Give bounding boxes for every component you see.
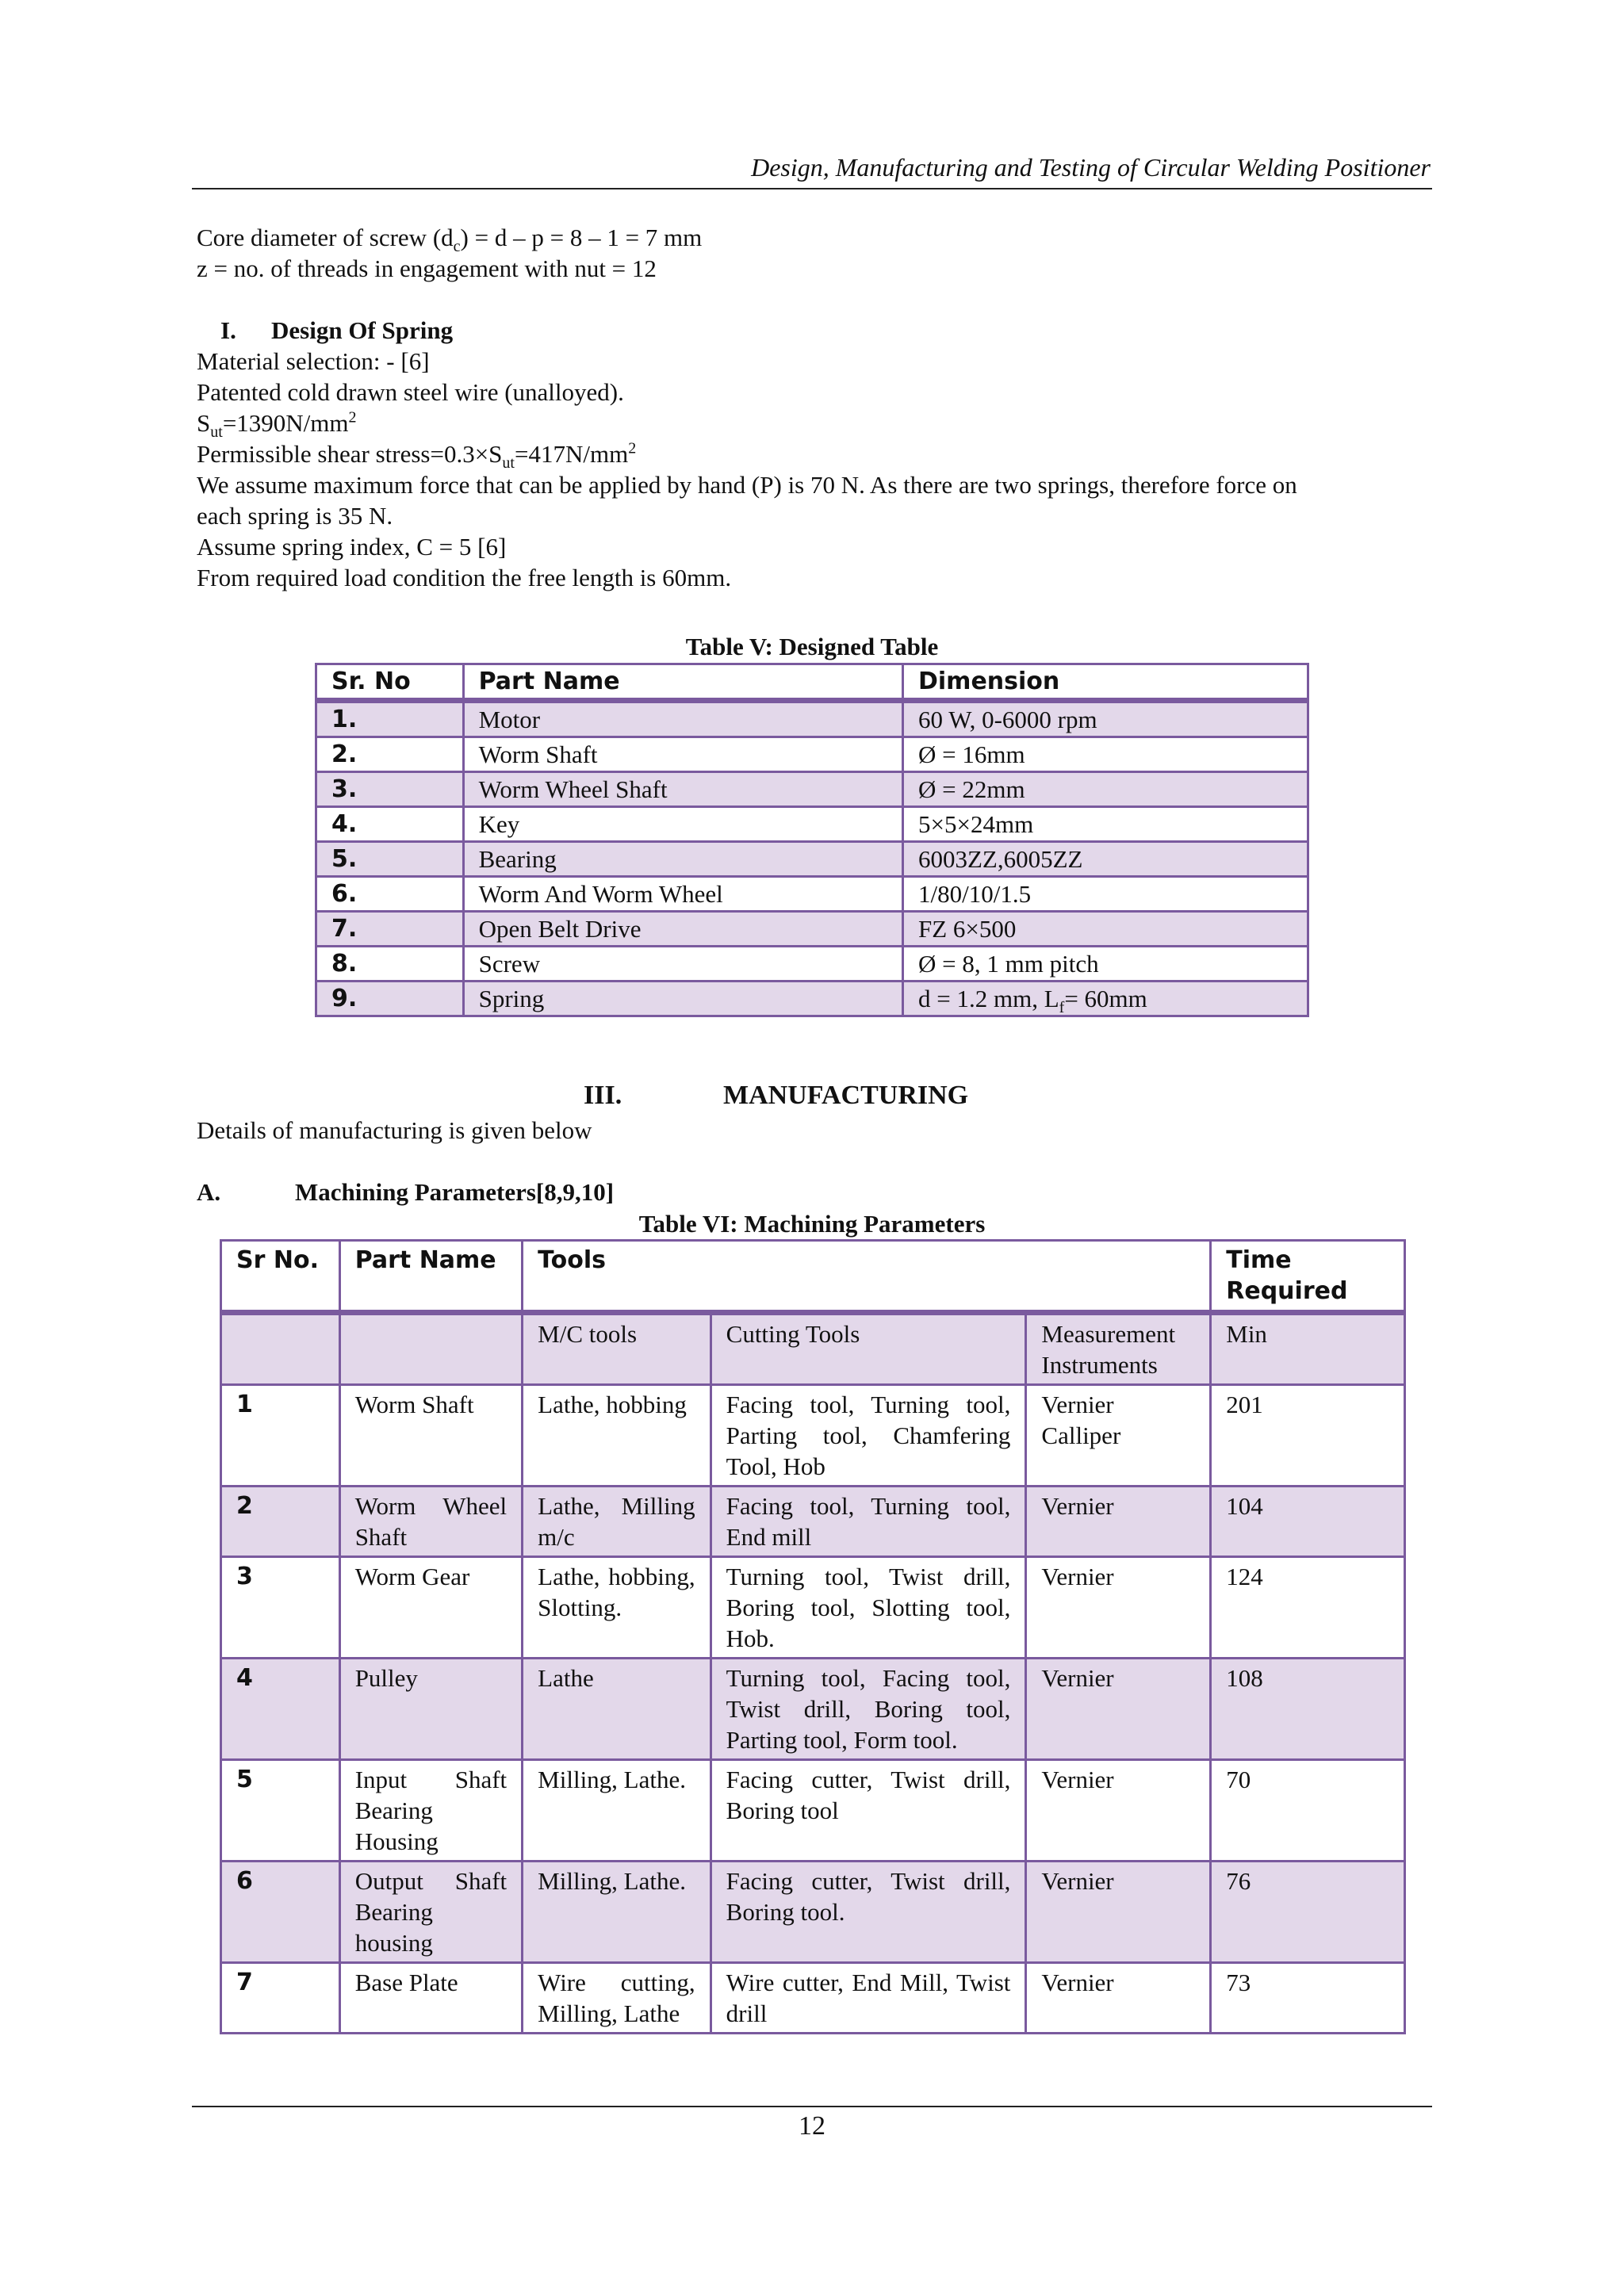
table6-header-cell: Tools bbox=[523, 1241, 1211, 1313]
table6-cell: Wire cutting, Milling, Lathe bbox=[523, 1963, 710, 2034]
table6-cell: 124 bbox=[1211, 1557, 1405, 1659]
table6-cell: Worm Gear bbox=[339, 1557, 522, 1659]
table5-cell: Worm And Worm Wheel bbox=[463, 877, 902, 912]
table6-row bbox=[221, 1385, 1405, 1487]
table5-row bbox=[316, 877, 1308, 912]
sut-sub: ut bbox=[210, 423, 223, 442]
table6-num-cell: 3 bbox=[221, 1557, 340, 1659]
shear-sub: ut bbox=[502, 454, 515, 473]
table6-cell: Lathe, hobbing, Slotting. bbox=[523, 1557, 710, 1659]
table6-cell: Turning tool, Twist drill, Boring tool, Slotting tool, Hob. bbox=[710, 1557, 1026, 1659]
material-line: Patented cold drawn steel wire (unalloyed). bbox=[197, 378, 624, 406]
table5-cell: Bearing bbox=[463, 842, 902, 877]
shear-text: Permissible shear stress=0.3×S bbox=[197, 440, 503, 468]
table6-cell: Worm Shaft bbox=[339, 1385, 522, 1487]
table6-cell: Vernier bbox=[1026, 1557, 1211, 1659]
section-title: Design Of Spring bbox=[271, 316, 454, 344]
body-text bbox=[197, 222, 1431, 593]
section-number: I. bbox=[220, 316, 236, 344]
table6-header-cell: Part Name bbox=[339, 1241, 522, 1313]
table5-cell: Key bbox=[463, 807, 902, 842]
table5-cell: Worm Shaft bbox=[463, 737, 902, 772]
table5-cell: Ø = 16mm bbox=[903, 737, 1308, 772]
main-section-number: III. bbox=[584, 1081, 622, 1110]
subsection-title: Machining Parameters[8,9,10] bbox=[295, 1178, 615, 1206]
core-diameter-line bbox=[197, 222, 1431, 256]
table6-cell: Vernier bbox=[1026, 1862, 1211, 1963]
section-heading-spring bbox=[197, 315, 1431, 346]
table5-cell: Open Belt Drive bbox=[463, 912, 902, 947]
table6-subheader-cell bbox=[339, 1313, 522, 1385]
subsection-number: A. bbox=[197, 1178, 221, 1206]
core-diameter-sub: c bbox=[453, 238, 461, 256]
table6-cell: Turning tool, Facing tool, Twist drill, Boring tool, Parting tool, Form tool. bbox=[710, 1659, 1026, 1760]
table6-header-cell: Sr No. bbox=[221, 1241, 340, 1313]
table6-num-cell: 1 bbox=[221, 1385, 340, 1487]
table6-cell: Vernier bbox=[1026, 1487, 1211, 1557]
table5-row bbox=[316, 772, 1308, 807]
sut-symbol: S bbox=[197, 409, 211, 437]
table6-row bbox=[221, 1760, 1405, 1862]
table5-num-cell: 9. bbox=[316, 982, 464, 1016]
table5-num-cell: 5. bbox=[316, 842, 464, 877]
core-diameter-value: ) = d – p = 8 – 1 = 7 mm bbox=[460, 224, 703, 251]
table6-cell: 201 bbox=[1211, 1385, 1405, 1487]
table6-cell: Input Shaft Bearing Housing bbox=[339, 1760, 522, 1862]
sut-value: =1390N/mm bbox=[222, 409, 349, 437]
table6-num-cell: 5 bbox=[221, 1760, 340, 1862]
table6-subheader-cell: Measurement Instruments bbox=[1026, 1313, 1211, 1385]
table6-cell: 70 bbox=[1211, 1760, 1405, 1862]
table6 bbox=[220, 1239, 1406, 2034]
table6-cell: Lathe bbox=[523, 1659, 710, 1760]
table6-cell: Milling, Lathe. bbox=[523, 1862, 710, 1963]
table6-header-row bbox=[221, 1241, 1405, 1313]
table6-cell: Facing cutter, Twist drill, Boring tool bbox=[710, 1760, 1026, 1862]
table6-cell: Base Plate bbox=[339, 1963, 522, 2034]
table6-cell: Vernier bbox=[1026, 1963, 1211, 2034]
dim-text: d = 1.2 mm, L bbox=[918, 985, 1059, 1012]
table5-row bbox=[316, 912, 1308, 947]
table6-subheader-cell bbox=[221, 1313, 340, 1385]
table5-cell: Spring bbox=[463, 982, 902, 1016]
table5-cell: Motor bbox=[463, 701, 902, 737]
table6-subheader-cell: M/C tools bbox=[523, 1313, 710, 1385]
material-selection-line: Material selection: - [6] bbox=[197, 347, 430, 375]
table6-subheader-cell: Cutting Tools bbox=[710, 1313, 1026, 1385]
table6-cell: Vernier bbox=[1026, 1659, 1211, 1760]
table5-row bbox=[316, 737, 1308, 772]
table6-row bbox=[221, 1557, 1405, 1659]
table6-num-cell: 2 bbox=[221, 1487, 340, 1557]
table6-cell: Output Shaft Bearing housing bbox=[339, 1862, 522, 1963]
table5-num-cell: 2. bbox=[316, 737, 464, 772]
force-line-2: each spring is 35 N. bbox=[197, 502, 393, 530]
table5-header-cell: Dimension bbox=[903, 664, 1308, 701]
table5-row bbox=[316, 807, 1308, 842]
table5-cell: Screw bbox=[463, 947, 902, 982]
table6-row bbox=[221, 1659, 1405, 1760]
table6-num-cell: 4 bbox=[221, 1659, 340, 1760]
shear-sup: 2 bbox=[628, 439, 637, 457]
table5-row bbox=[316, 842, 1308, 877]
sut-line bbox=[197, 408, 1431, 442]
table6-caption: Table VI: Machining Parameters bbox=[638, 1210, 986, 1238]
table5-cell: Worm Wheel Shaft bbox=[463, 772, 902, 807]
table6-row bbox=[221, 1963, 1405, 2034]
table5-header-cell: Part Name bbox=[463, 664, 902, 701]
running-header: Design, Manufacturing and Testing of Circular Welding Positioner bbox=[751, 153, 1431, 182]
table6-cell: 76 bbox=[1211, 1862, 1405, 1963]
table5-header-row bbox=[316, 664, 1308, 701]
table6-row bbox=[221, 1487, 1405, 1557]
table5-num-cell: 6. bbox=[316, 877, 464, 912]
manufacturing-intro: Details of manufacturing is given below bbox=[197, 1116, 592, 1144]
footer-rule bbox=[192, 2106, 1432, 2107]
table6-cell: Pulley bbox=[339, 1659, 522, 1760]
table6-cell: Worm Wheel Shaft bbox=[339, 1487, 522, 1557]
table5-cell: Ø = 22mm bbox=[903, 772, 1308, 807]
table5-row bbox=[316, 947, 1308, 982]
table6-cell: 73 bbox=[1211, 1963, 1405, 2034]
table6-cell: Lathe, hobbing bbox=[523, 1385, 710, 1487]
table6-cell: Facing cutter, Twist drill, Boring tool. bbox=[710, 1862, 1026, 1963]
table5-cell bbox=[903, 982, 1308, 1016]
dim-value: = 60mm bbox=[1064, 985, 1147, 1012]
shear-stress-line bbox=[197, 438, 1431, 473]
table6-row bbox=[221, 1862, 1405, 1963]
dim-sub: f bbox=[1059, 999, 1065, 1017]
table5-caption: Table V: Designed Table bbox=[685, 633, 939, 660]
subsection-heading bbox=[197, 1177, 615, 1207]
table6-subheader-cell: Min bbox=[1211, 1313, 1405, 1385]
table5-cell: 60 W, 0-6000 rpm bbox=[903, 701, 1308, 737]
table6-cell: Vernier bbox=[1026, 1760, 1211, 1862]
table5-num-cell: 4. bbox=[316, 807, 464, 842]
table6-cell: Lathe, Milling m/c bbox=[523, 1487, 710, 1557]
table6-header-cell: Time Required bbox=[1211, 1241, 1405, 1313]
table6-cell: 104 bbox=[1211, 1487, 1405, 1557]
table5-header-cell: Sr. No bbox=[316, 664, 464, 701]
table5-num-cell: 8. bbox=[316, 947, 464, 982]
table5-cell: 1/80/10/1.5 bbox=[903, 877, 1308, 912]
table5-cell: Ø = 8, 1 mm pitch bbox=[903, 947, 1308, 982]
table6-cell: Vernier Calliper bbox=[1026, 1385, 1211, 1487]
table6-cell: Facing tool, Turning tool, Parting tool, Chamfering Tool, Hob bbox=[710, 1385, 1026, 1487]
table5-num-cell: 7. bbox=[316, 912, 464, 947]
force-line-1: We assume maximum force that can be applied by hand (P) is 70 N. As there are two springs, therefore force on bbox=[197, 471, 1297, 499]
table6-cell: 108 bbox=[1211, 1659, 1405, 1760]
threads-line: z = no. of threads in engagement with nut = 12 bbox=[197, 254, 657, 282]
table6-subheader-row bbox=[221, 1313, 1405, 1385]
table6-cell: Wire cutter, End Mill, Twist drill bbox=[710, 1963, 1026, 2034]
table6-num-cell: 7 bbox=[221, 1963, 340, 2034]
header-rule bbox=[192, 188, 1432, 189]
table6-cell: Facing tool, Turning tool, End mill bbox=[710, 1487, 1026, 1557]
main-section-title: MANUFACTURING bbox=[723, 1081, 969, 1110]
table6-cell: Milling, Lathe. bbox=[523, 1760, 710, 1862]
sut-sup: 2 bbox=[348, 408, 357, 427]
table5-row bbox=[316, 701, 1308, 737]
free-length-line: From required load condition the free length is 60mm. bbox=[197, 564, 732, 591]
table5-cell: FZ 6×500 bbox=[903, 912, 1308, 947]
table5-cell: 5×5×24mm bbox=[903, 807, 1308, 842]
table5-row bbox=[316, 982, 1308, 1016]
main-section-heading bbox=[584, 1080, 969, 1111]
spring-index-line: Assume spring index, C = 5 [6] bbox=[197, 533, 507, 561]
table6-num-cell: 6 bbox=[221, 1862, 340, 1963]
table5 bbox=[315, 663, 1309, 1017]
core-diameter-text: Core diameter of screw (d bbox=[197, 224, 454, 251]
shear-value: =417N/mm bbox=[514, 440, 629, 468]
table5-num-cell: 3. bbox=[316, 772, 464, 807]
table5-num-cell: 1. bbox=[316, 701, 464, 737]
table5-cell: 6003ZZ,6005ZZ bbox=[903, 842, 1308, 877]
page-number: 12 bbox=[799, 2111, 825, 2141]
